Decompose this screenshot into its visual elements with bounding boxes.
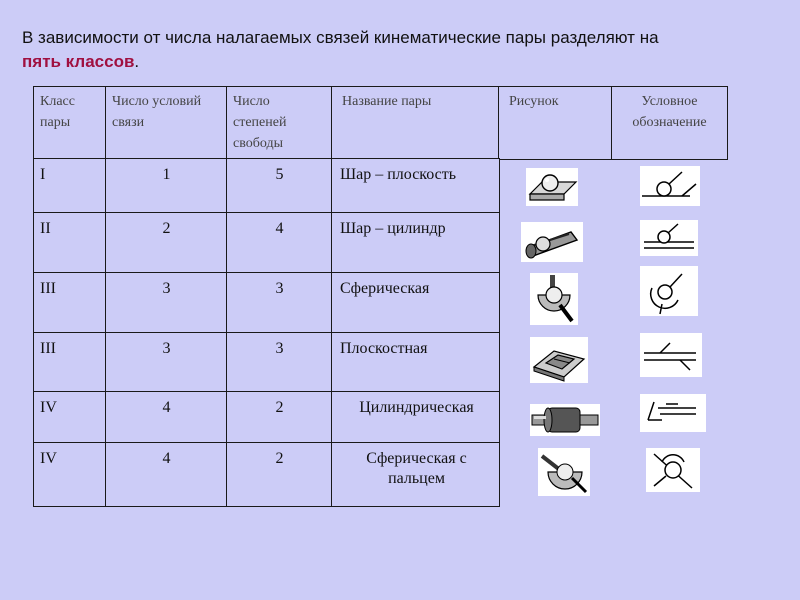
ball-in-cylinder-drawing-icon [521,222,583,262]
cylindrical-symbol-icon [640,394,706,432]
row-3-name: Сферическая [331,272,500,334]
planar-symbol-icon [640,333,702,377]
header-class: Класс пары [33,86,107,160]
heading-accent: пять классов [22,52,135,71]
planar-joint-drawing-icon [530,337,588,383]
row-3-freedom: 3 [226,272,333,334]
header-conditions: Число условий связи [105,86,228,160]
ball-plane-symbol-icon [640,166,700,206]
row-5-freedom: 2 [226,391,333,444]
header-freedom: Число степеней свободы [226,86,333,160]
row-2-freedom: 4 [226,212,333,274]
spherical-joint-drawing-icon [530,273,578,325]
header-picture: Рисунок [498,86,613,160]
row-1-freedom: 5 [226,158,333,214]
spherical-symbol-icon [640,266,698,316]
ball-cylinder-symbol-icon [640,220,698,256]
row-2-class: II [33,212,107,274]
row-4-conditions: 3 [105,332,228,393]
row-3-class: III [33,272,107,334]
row-3-conditions: 3 [105,272,228,334]
cylindrical-joint-drawing-icon [530,404,600,436]
row-4-name: Плоскостная [331,332,500,393]
heading [22,26,792,74]
ball-on-plane-drawing-icon [526,168,578,206]
row-5-name: Цилиндрическая [331,391,500,444]
row-4-freedom: 3 [226,332,333,393]
row-5-conditions: 4 [105,391,228,444]
row-6-name: Сферическая с пальцем [331,442,500,507]
row-6-freedom: 2 [226,442,333,507]
header-name: Название пары [331,86,500,160]
row-4-class: III [33,332,107,393]
row-1-class: I [33,158,107,214]
heading-text: В зависимости от числа налагаемых связей кинематические пары разделяют на [22,28,659,47]
row-6-class: IV [33,442,107,507]
row-2-name: Шар – цилиндр [331,212,500,274]
spherical-pin-joint-drawing-icon [538,448,590,496]
row-5-class: IV [33,391,107,444]
row-2-conditions: 2 [105,212,228,274]
header-symbol: Условное обозначение [611,86,728,160]
spherical-pin-symbol-icon [646,448,700,492]
row-1-name: Шар – плоскость [331,158,500,214]
row-1-conditions: 1 [105,158,228,214]
heading-tail: . [134,52,140,71]
row-6-conditions: 4 [105,442,228,507]
